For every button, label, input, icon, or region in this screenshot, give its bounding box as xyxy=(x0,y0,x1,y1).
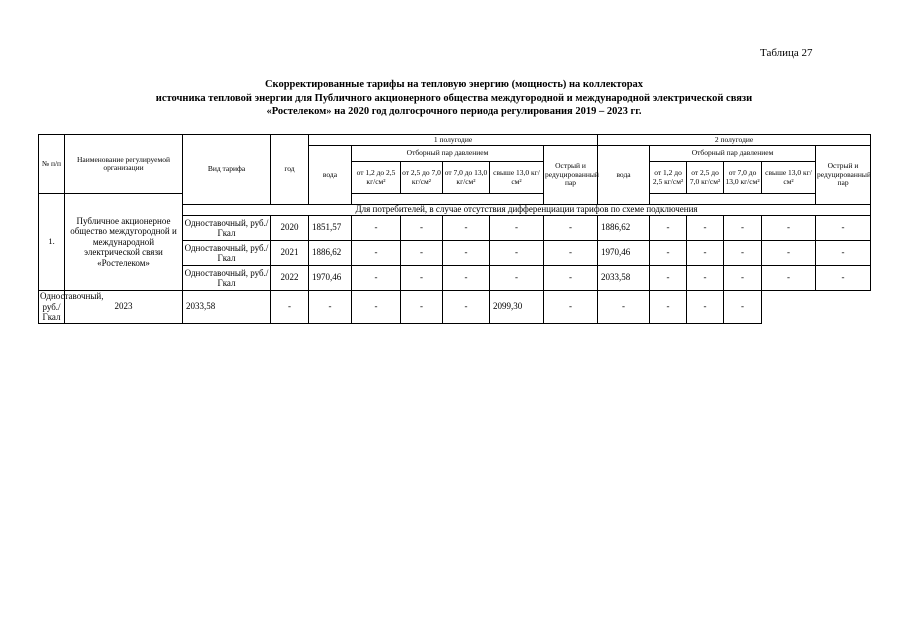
tariff-table xyxy=(38,134,871,324)
table-row xyxy=(39,291,871,324)
header-year: год xyxy=(271,135,309,205)
row-h1-sharp: - xyxy=(544,266,598,291)
row-h1-water: 1886,62 xyxy=(309,241,352,266)
row-h2-p2: - xyxy=(687,216,724,241)
row-h2-sharp: - xyxy=(816,241,871,266)
header-row-4 xyxy=(39,194,871,205)
header-half-1: 1 полугодие xyxy=(309,135,598,146)
header-tariff-type: Вид тарифа xyxy=(183,135,271,205)
row-h1-p3: - xyxy=(443,216,490,241)
row-h2-p4: - xyxy=(762,266,816,291)
row-h1-p4: - xyxy=(490,241,544,266)
row-tariff: Одноставочный, руб./Гкал xyxy=(183,241,271,266)
header-h1-p4: свыше 13,0 кг/см² xyxy=(490,162,544,194)
row-h2-p2: - xyxy=(687,241,724,266)
row-year: 2023 xyxy=(65,291,183,324)
header-h2-p1: от 1,2 до 2,5 кг/см² xyxy=(650,162,687,194)
header-h2-steam-pressure: Отборный пар давлением xyxy=(650,146,816,162)
row-h2-water: 2033,58 xyxy=(598,266,650,291)
row-h2-p2: - xyxy=(598,291,650,324)
row-tariff: Одноставочный, руб./Гкал xyxy=(40,291,104,322)
row-h2-p3: - xyxy=(724,216,762,241)
row-h1-p4: - xyxy=(490,266,544,291)
header-h2-p4: свыше 13,0 кг/см² xyxy=(762,162,816,194)
row-h1-p3: - xyxy=(352,291,401,324)
header-h2-sharp-steam: Острый и редуцированный пар xyxy=(816,146,871,205)
org-name: Публичное акционерное общество междугородной и международной электрической связи «Ростелеком» xyxy=(65,194,183,291)
row-h1-p1: - xyxy=(352,216,401,241)
row-h1-p1: - xyxy=(352,241,401,266)
title-line-1: Скорректированные тарифы на тепловую энергию (мощность) на коллекторах xyxy=(264,79,644,90)
row-h2-water: 1970,46 xyxy=(598,241,650,266)
header-half-2: 2 полугодие xyxy=(598,135,871,146)
table-number-label: Таблица 27 xyxy=(760,47,813,59)
row-h2-p3: - xyxy=(650,291,687,324)
row-h1-water: 1851,57 xyxy=(309,216,352,241)
row-h1-p1: - xyxy=(271,291,309,324)
header-h1-water: вода xyxy=(309,146,352,205)
row-h1-p1: - xyxy=(352,266,401,291)
row-h2-p1: - xyxy=(650,241,687,266)
row-h2-p1: - xyxy=(544,291,598,324)
header-num: № п/п xyxy=(39,135,65,194)
header-h1-p3: от 7,0 до 13,0 кг/см² xyxy=(443,162,490,194)
header-h2-water: вода xyxy=(598,146,650,205)
row-h1-water: 2033,58 xyxy=(183,291,271,324)
row-h2-water: 2099,30 xyxy=(490,291,544,324)
header-org-name: Наименование регулируемой организации xyxy=(65,135,183,194)
org-number: 1. xyxy=(39,194,65,291)
row-h1-sharp: - xyxy=(443,291,490,324)
header-h2-p2: от 2,5 до 7,0 кг/см² xyxy=(687,162,724,194)
row-h1-sharp: - xyxy=(544,241,598,266)
row-h2-p3: - xyxy=(724,241,762,266)
row-h2-p1: - xyxy=(650,266,687,291)
row-h2-p4: - xyxy=(687,291,724,324)
row-h1-p4: - xyxy=(490,216,544,241)
consumer-note: Для потребителей, в случае отсутствия дифференциации тарифов по схеме подключения xyxy=(183,205,871,216)
row-year: 2020 xyxy=(271,216,309,241)
header-row-1 xyxy=(39,135,871,146)
row-h2-p1: - xyxy=(650,216,687,241)
row-year: 2022 xyxy=(271,266,309,291)
title-line-3: «Ростелеком» на 2020 год долгосрочного периода регулирования 2019 – 2023 гг. xyxy=(266,106,642,117)
row-h1-water: 1970,46 xyxy=(309,266,352,291)
header-h1-p1: от 1,2 до 2,5 кг/см² xyxy=(352,162,401,194)
row-h2-sharp: - xyxy=(816,216,871,241)
row-h1-p4: - xyxy=(401,291,443,324)
row-h2-p3: - xyxy=(724,266,762,291)
row-h2-sharp: - xyxy=(816,266,871,291)
row-h1-sharp: - xyxy=(544,216,598,241)
header-h1-steam-pressure: Отборный пар давлением xyxy=(352,146,544,162)
row-h1-p2: - xyxy=(401,266,443,291)
header-h1-sharp-steam: Острый и редуцированный пар xyxy=(544,146,598,205)
row-tariff: Одноставочный, руб./Гкал xyxy=(183,216,271,241)
row-h1-p3: - xyxy=(443,266,490,291)
row-h2-p2: - xyxy=(687,266,724,291)
row-h2-water: 1886,62 xyxy=(598,216,650,241)
row-h2-p4: - xyxy=(762,241,816,266)
row-year: 2021 xyxy=(271,241,309,266)
row-h2-p4: - xyxy=(762,216,816,241)
header-h2-p3: от 7,0 до 13,0 кг/см² xyxy=(724,162,762,194)
header-h1-p2: от 2,5 до 7,0 кг/см² xyxy=(401,162,443,194)
row-tariff: Одноставочный, руб./Гкал xyxy=(183,266,271,291)
row-h1-p2: - xyxy=(309,291,352,324)
row-h1-p2: - xyxy=(401,241,443,266)
row-h1-p2: - xyxy=(401,216,443,241)
document-title xyxy=(38,78,870,119)
row-h1-p3: - xyxy=(443,241,490,266)
title-line-2: источника тепловой энергии для Публичного акционерного общества междугородной и международной электрической связи xyxy=(155,92,753,104)
row-h2-sharp: - xyxy=(724,291,762,324)
